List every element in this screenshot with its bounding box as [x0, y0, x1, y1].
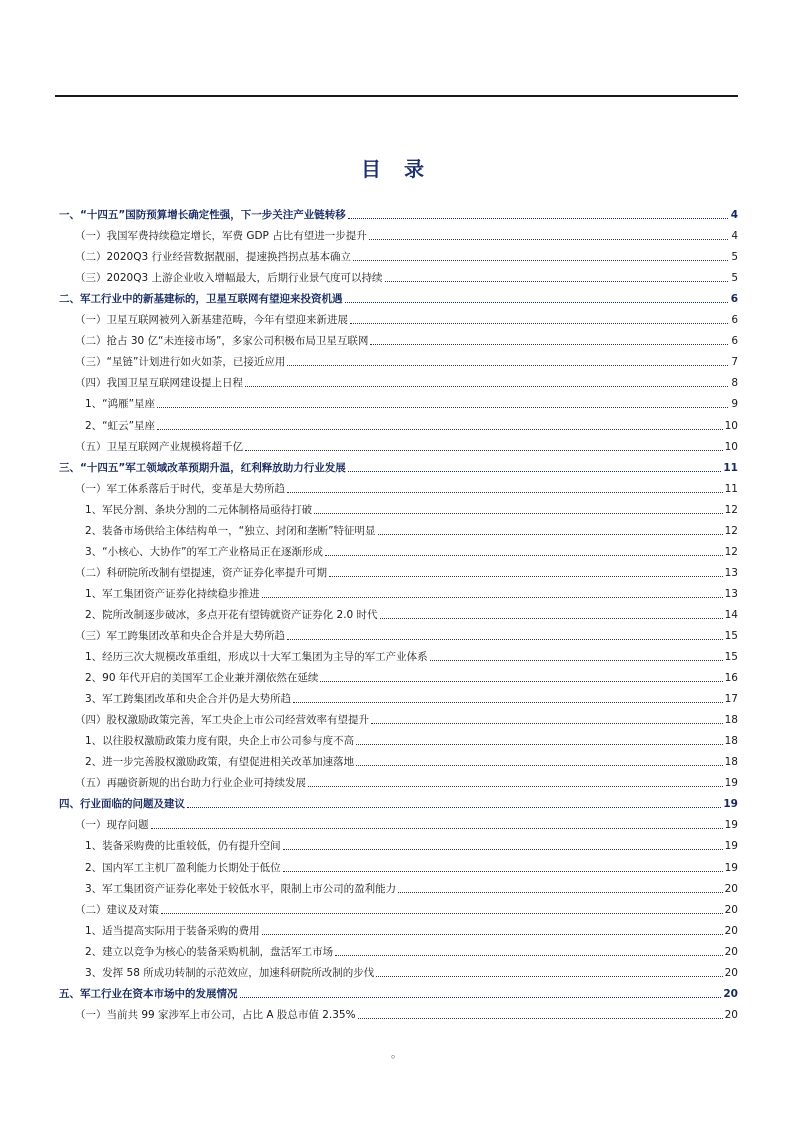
dot-leader	[356, 765, 722, 766]
dot-leader	[157, 407, 728, 408]
dot-leader	[348, 218, 728, 219]
toc-page-number: 18	[724, 735, 738, 748]
toc-entry-text: （四）我国卫星互联网建设提上日程	[75, 377, 243, 390]
toc-page-number: 11	[724, 482, 738, 495]
toc-subsection[interactable]	[59, 327, 738, 348]
toc-entry-text: （二）2020Q3 行业经营数据靓丽，提速换挡拐点基本确立	[75, 251, 352, 264]
toc-page-number: 12	[724, 503, 738, 516]
dot-leader	[356, 744, 722, 745]
toc-page-number: 7	[731, 356, 738, 369]
dot-leader	[283, 849, 723, 850]
toc-page-number: 20	[724, 966, 738, 979]
toc-entry-text: （三）“星链”计划进行如火如荼，已接近应用	[75, 356, 286, 369]
toc-entry-text: 3、“小核心、大协作”的军工产业格局正在逐渐形成	[85, 545, 324, 558]
dot-leader	[262, 597, 723, 598]
toc-page-number: 6	[731, 314, 738, 327]
dot-leader	[378, 534, 723, 535]
toc-entry-text: 2、国内军工主机厂盈利能力长期处于低位	[85, 861, 281, 874]
toc-page-number: 4	[731, 230, 738, 243]
toc-item[interactable]	[59, 643, 738, 664]
toc-subsection[interactable]	[59, 706, 738, 727]
toc-entry-text: （一）现存问题	[75, 819, 149, 832]
toc-entry-text: 一、“十四五”国防预算增长确定性强，下一步关注产业链转移	[59, 209, 346, 222]
toc-entry-text: 3、军工跨集团改革和央企合并仍是大势所趋	[85, 693, 292, 706]
toc-page-number: 9	[731, 398, 738, 411]
toc-entry-text: （四）股权激励政策完善，军工央企上市公司经营效率有望提升	[75, 714, 369, 727]
toc-item[interactable]	[59, 875, 738, 896]
toc-item[interactable]	[59, 938, 738, 959]
toc-page-number: 15	[724, 651, 738, 664]
dot-leader	[314, 513, 722, 514]
dot-leader	[376, 976, 722, 977]
toc-page-number: 20	[724, 882, 738, 895]
dot-leader	[287, 365, 728, 366]
dot-leader	[151, 828, 723, 829]
toc-page-number: 19	[724, 777, 738, 790]
toc-item[interactable]	[59, 832, 738, 853]
toc-page-number: 15	[724, 629, 738, 642]
toc-subsection[interactable]	[59, 348, 738, 369]
toc-entry-text: 1、适当提高实际用于装备采购的费用	[85, 924, 260, 937]
footer-mark: 。	[391, 1047, 402, 1060]
dot-leader	[380, 618, 723, 619]
dot-leader	[430, 660, 723, 661]
toc-entry-text: 3、军工集团资产证券化率处于较低水平，限制上市公司的盈利能力	[85, 882, 397, 895]
toc-entry-text: （一）当前共 99 家涉军上市公司，占比 A 股总市值 2.35%	[75, 1008, 356, 1021]
dot-leader	[329, 576, 723, 577]
toc-page-number: 19	[723, 798, 738, 811]
toc-page-number: 6	[731, 335, 738, 348]
toc-entry-text: 1、经历三次大规模改革重组，形成以十大军工集团为主导的军工产业体系	[85, 651, 428, 664]
toc-entry-text: 3、发挥 58 所成功转制的示范效应，加速科研院所改制的步伐	[85, 966, 375, 979]
toc-section[interactable]	[59, 790, 738, 811]
toc-entry-text: 五、军工行业在资本市场中的发展情况	[59, 987, 238, 1000]
toc-page-number: 16	[724, 672, 738, 685]
toc-page-number: 10	[724, 419, 738, 432]
toc-subsection[interactable]	[59, 369, 738, 390]
toc-page-number: 18	[724, 714, 738, 727]
toc-section[interactable]	[59, 454, 738, 475]
toc-page-number: 6	[730, 293, 738, 306]
toc-subsection[interactable]	[59, 559, 738, 580]
dot-leader	[161, 913, 723, 914]
dot-leader	[283, 871, 723, 872]
toc-subsection[interactable]	[59, 264, 738, 285]
header-rule	[55, 95, 738, 97]
dot-leader	[398, 892, 722, 893]
dot-leader	[320, 681, 722, 682]
toc-entry-text: 1、军工集团资产证券化持续稳步推进	[85, 587, 260, 600]
toc-page-number: 20	[724, 924, 738, 937]
toc-page-number: 20	[723, 987, 738, 1000]
toc-item[interactable]	[59, 664, 738, 685]
dot-leader	[308, 786, 723, 787]
dot-leader	[350, 323, 728, 324]
toc-subsection[interactable]	[59, 1001, 738, 1022]
dot-leader	[187, 807, 721, 808]
toc-entry-text: 二、军工行业中的新基建标的，卫星互联网有望迎来投资机遇	[59, 293, 343, 306]
toc-page-number: 5	[731, 272, 738, 285]
toc-entry-text: （一）军工体系落后于时代，变革是大势所趋	[75, 482, 285, 495]
toc-entry-text: （一）卫星互联网被列入新基建范畴，今年有望迎来新进展	[75, 314, 348, 327]
toc-entry-text: 2、“虹云”星座	[85, 419, 156, 432]
dot-leader	[353, 260, 728, 261]
dot-leader	[245, 386, 728, 387]
toc-item[interactable]	[59, 853, 738, 874]
toc-item[interactable]	[59, 411, 738, 432]
toc-entry-text: 2、院所改制逐步破冰，多点开花有望铸就资产证券化 2.0 时代	[85, 608, 378, 621]
toc-page-number: 4	[730, 209, 738, 222]
dot-leader	[287, 492, 723, 493]
toc-page-number: 13	[724, 587, 738, 600]
toc-item[interactable]	[59, 390, 738, 411]
toc-page-number: 5	[731, 251, 738, 264]
toc-subsection[interactable]	[59, 811, 738, 832]
toc-page-number: 14	[724, 608, 738, 621]
toc-entry-text: （三）军工跨集团改革和央企合并是大势所趋	[75, 629, 285, 642]
toc-entry-text: 2、90 年代开启的美国军工企业兼并潮依然在延续	[85, 672, 319, 685]
dot-leader	[358, 1018, 723, 1019]
toc-entry-text: 1、以往股权激励政策力度有限，央企上市公司参与度不高	[85, 735, 355, 748]
dot-leader	[369, 239, 728, 240]
toc-page-number: 12	[724, 545, 738, 558]
toc-subsection[interactable]	[59, 306, 738, 327]
toc-item[interactable]	[59, 685, 738, 706]
toc-item[interactable]	[59, 580, 738, 601]
toc-subsection[interactable]	[59, 896, 738, 917]
toc-entry-text: （二）科研院所改制有望提速，资产证券化率提升可期	[75, 566, 327, 579]
dot-leader	[262, 934, 723, 935]
toc-entry-text: 四、行业面临的问题及建议	[59, 798, 185, 811]
dot-leader	[371, 723, 723, 724]
toc-entry-text: 1、军民分割、条块分割的二元体制格局亟待打破	[85, 503, 313, 516]
toc-entry-text: 2、建立以竞争为核心的装备采购机制，盘活军工市场	[85, 945, 334, 958]
dot-leader	[370, 344, 728, 345]
toc-subsection[interactable]	[59, 475, 738, 496]
toc-item[interactable]	[59, 517, 738, 538]
toc-subsection[interactable]	[59, 622, 738, 643]
toc-page-number: 19	[724, 819, 738, 832]
toc-entry-text: 三、“十四五”军工领域改革预期升温，红利释放助力行业发展	[59, 461, 346, 474]
toc-page-number: 19	[724, 861, 738, 874]
toc-item[interactable]	[59, 496, 738, 517]
toc-entry-text: 1、“鸿雁”星座	[85, 398, 156, 411]
toc-item[interactable]	[59, 601, 738, 622]
dot-leader	[293, 702, 722, 703]
toc-item[interactable]	[59, 959, 738, 980]
toc-page-number: 11	[723, 461, 738, 474]
toc-subsection[interactable]	[59, 222, 738, 243]
toc-page-number: 20	[724, 1008, 738, 1021]
toc-page-number: 10	[724, 440, 738, 453]
toc-page-number: 17	[724, 693, 738, 706]
toc-page-number: 20	[724, 903, 738, 916]
toc-entry-text: （三）2020Q3 上游企业收入增幅最大，后期行业景气度可以持续	[75, 272, 383, 285]
dot-leader	[325, 555, 723, 556]
toc-page-number: 13	[724, 566, 738, 579]
toc-page-number: 12	[724, 524, 738, 537]
dot-leader	[348, 471, 722, 472]
toc-entry-text: 2、装备市场供给主体结构单一，“独立、封闭和垄断”特征明显	[85, 524, 376, 537]
page-title: 目 录	[361, 157, 432, 181]
dot-leader	[245, 450, 723, 451]
toc-page-number: 20	[724, 945, 738, 958]
dot-leader	[385, 281, 728, 282]
toc-entry-text: （二）抢占 30 亿“未连接市场”，多家公司积极布局卫星互联网	[75, 335, 369, 348]
dot-leader	[345, 302, 729, 303]
toc-entry-text: （二）建议及对策	[75, 903, 159, 916]
toc-subsection[interactable]	[59, 243, 738, 264]
dot-leader	[335, 955, 722, 956]
toc-item[interactable]	[59, 917, 738, 938]
toc-subsection[interactable]	[59, 769, 738, 790]
toc-entry-text: （五）卫星互联网产业规模将超千亿	[75, 440, 243, 453]
toc-entry-text: 1、装备采购费的比重较低，仍有提升空间	[85, 840, 281, 853]
toc-subsection[interactable]	[59, 433, 738, 454]
toc-section[interactable]	[59, 201, 738, 222]
toc-section[interactable]	[59, 980, 738, 1001]
toc-item[interactable]	[59, 727, 738, 748]
toc-page-number: 19	[724, 840, 738, 853]
dot-leader	[287, 639, 723, 640]
toc-item[interactable]	[59, 748, 738, 769]
dot-leader	[240, 997, 722, 998]
toc-entry-text: （一）我国军费持续稳定增长，军费 GDP 占比有望进一步提升	[75, 230, 367, 243]
toc-section[interactable]	[59, 285, 738, 306]
toc-entry-text: 2、进一步完善股权激励政策，有望促进相关改革加速落地	[85, 756, 355, 769]
table-of-contents	[59, 201, 738, 1022]
toc-page-number: 18	[724, 756, 738, 769]
dot-leader	[157, 429, 723, 430]
toc-page-number: 8	[731, 377, 738, 390]
toc-item[interactable]	[59, 538, 738, 559]
toc-entry-text: （五）再融资新规的出台助力行业企业可持续发展	[75, 777, 306, 790]
